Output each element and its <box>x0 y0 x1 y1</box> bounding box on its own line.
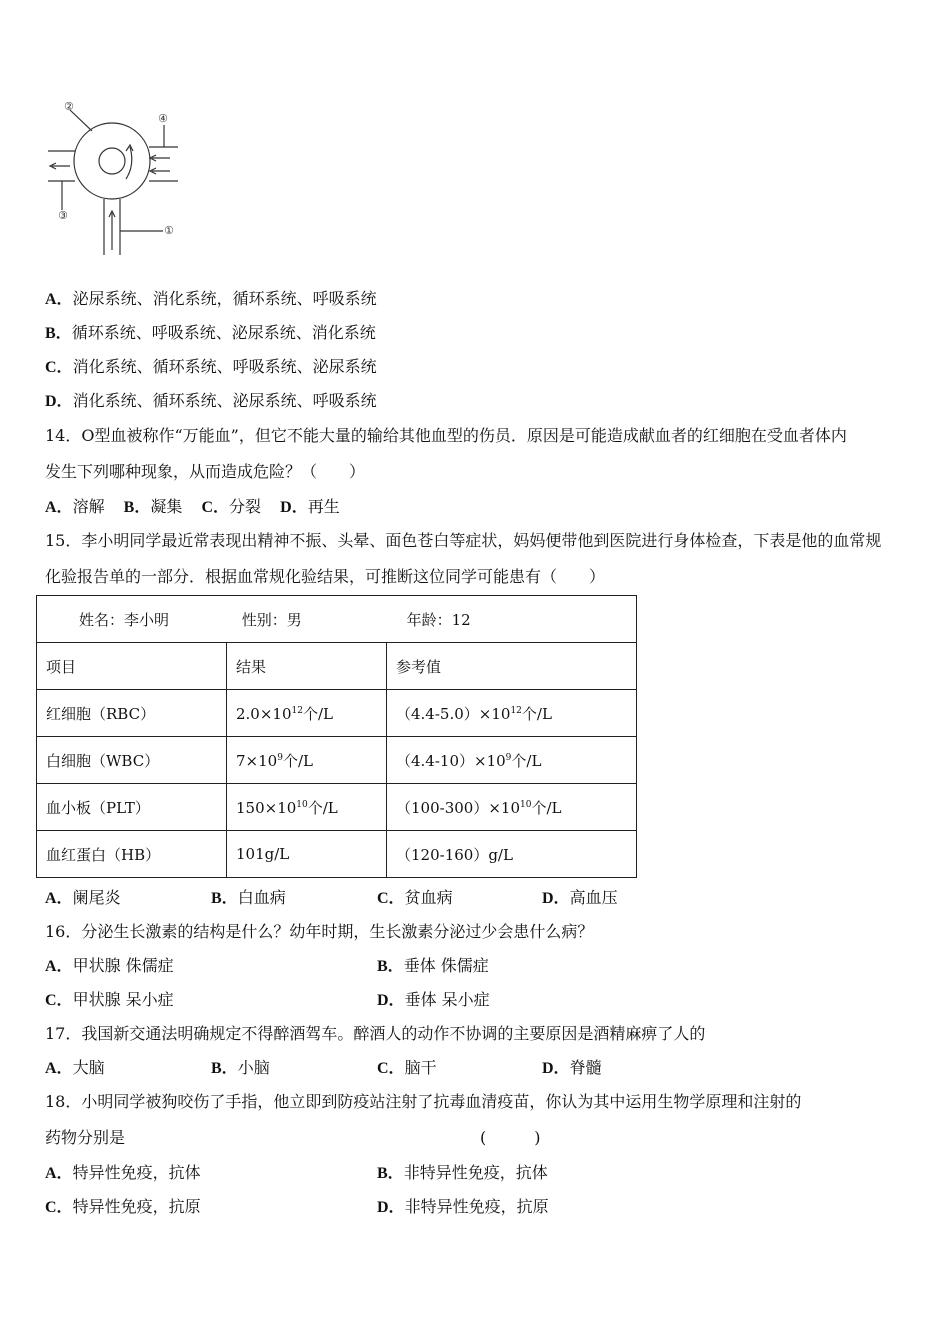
q13-option-c: C．消化系统、循环系统、呼吸系统、泌尿系统 <box>45 357 377 376</box>
col-header-item: 项目 <box>37 643 227 690</box>
label-4: ④ <box>158 112 168 125</box>
q15-stem-line2: 化验报告单的一部分．根据血常规化验结果，可推断这位同学可能患有（ ） <box>45 567 606 586</box>
label-1: ① <box>164 224 174 237</box>
q17-option-a: A．大脑 <box>45 1058 105 1077</box>
q14-stem-line2: 发生下列哪种现象，从而造成危险？（ ） <box>45 462 366 481</box>
inner-circle <box>99 148 125 174</box>
patient-gender: 性别：男 <box>241 610 302 629</box>
col-header-result: 结果 <box>227 643 387 690</box>
q18-stem-line1: 18．小明同学被狗咬伤了手指，他立即到防疫站注射了抗毒血清疫苗，你认为其中运用生物学原理和注射的 <box>45 1092 802 1111</box>
q13-option-a: A．泌尿系统、消化系统，循环系统、呼吸系统 <box>45 289 377 308</box>
table-column-headers <box>37 643 637 690</box>
table-header-info <box>37 596 637 643</box>
q13-option-b: B．循环系统、呼吸系统、泌尿系统、消化系统 <box>45 323 376 342</box>
q18-option-b: B．非特异性免疫，抗体 <box>377 1163 548 1182</box>
q18-option-a: A．特异性免疫，抗体 <box>45 1163 201 1182</box>
outer-circle <box>74 123 150 199</box>
q15-option-b: B．白血病 <box>211 888 286 907</box>
label-2: ② <box>64 100 74 113</box>
q17-option-c: C．脑干 <box>377 1058 437 1077</box>
q14-options: A．溶解 B．凝集 C．分裂 D．再生 <box>45 497 340 516</box>
patient-name: 姓名：李小明 <box>79 610 170 629</box>
q16-option-b: B．垂体 侏儒症 <box>377 956 489 975</box>
q15-option-a: A．阑尾炎 <box>45 888 121 907</box>
q15-option-c: C．贫血病 <box>377 888 453 907</box>
q14-stem-line1: 14．O型血被称作“万能血”，但它不能大量的输给其他血型的伤员．原因是可能造成献血者的红细胞在受血者体内 <box>45 426 847 445</box>
q13-option-d: D．消化系统、循环系统、泌尿系统、呼吸系统 <box>45 391 377 410</box>
q18-option-c: C．特异性免疫，抗原 <box>45 1197 201 1216</box>
q16-stem: 16．分泌生长激素的结构是什么？幼年时期，生长激素分泌过少会患什么病？ <box>45 922 594 941</box>
label-3: ③ <box>58 209 68 222</box>
q16-option-d: D．垂体 呆小症 <box>377 990 490 1009</box>
blood-report-table <box>36 595 637 878</box>
q17-stem: 17．我国新交通法明确规定不得醉酒驾车。醉酒人的动作不协调的主要原因是酒精麻痹了人的 <box>45 1024 706 1043</box>
q15-stem-line1: 15．李小明同学最近常表现出精神不振、头晕、面色苍白等症状，妈妈便带他到医院进行身体检查，下表是他的血常规 <box>45 531 882 550</box>
q18-stem-line2: 药物分别是 <box>45 1128 126 1147</box>
table-row: 白细胞（WBC） $7\times 10^9$个/L $(4.4-10)\times 10^9$个/L <box>37 737 637 784</box>
q16-option-a: A．甲状腺 侏儒症 <box>45 956 174 975</box>
patient-age: 年龄：12 <box>406 610 471 629</box>
q18-option-d: D．非特异性免疫，抗原 <box>377 1197 549 1216</box>
table-row: 血红蛋白（HB） 101g/L （120-160）g/L <box>37 831 637 878</box>
q17-option-d: D．脊髓 <box>542 1058 602 1077</box>
col-header-reference: 参考值 <box>387 643 637 690</box>
q18-answer-paren: ( ) <box>480 1128 541 1147</box>
q17-option-b: B．小脑 <box>211 1058 270 1077</box>
q16-option-c: C．甲状腺 呆小症 <box>45 990 174 1009</box>
q15-option-d: D．高血压 <box>542 888 618 907</box>
table-row: 红细胞（RBC） $2.0\times 10^{12}$个/L $(4.4-5.0)\times 10^{12}$个/L <box>37 690 637 737</box>
table-row: 血小板（PLT） $150\times 10^{10}$个/L $(100-300)\times 10^{10}$个/L <box>37 784 637 831</box>
organ-diagram <box>40 95 190 260</box>
